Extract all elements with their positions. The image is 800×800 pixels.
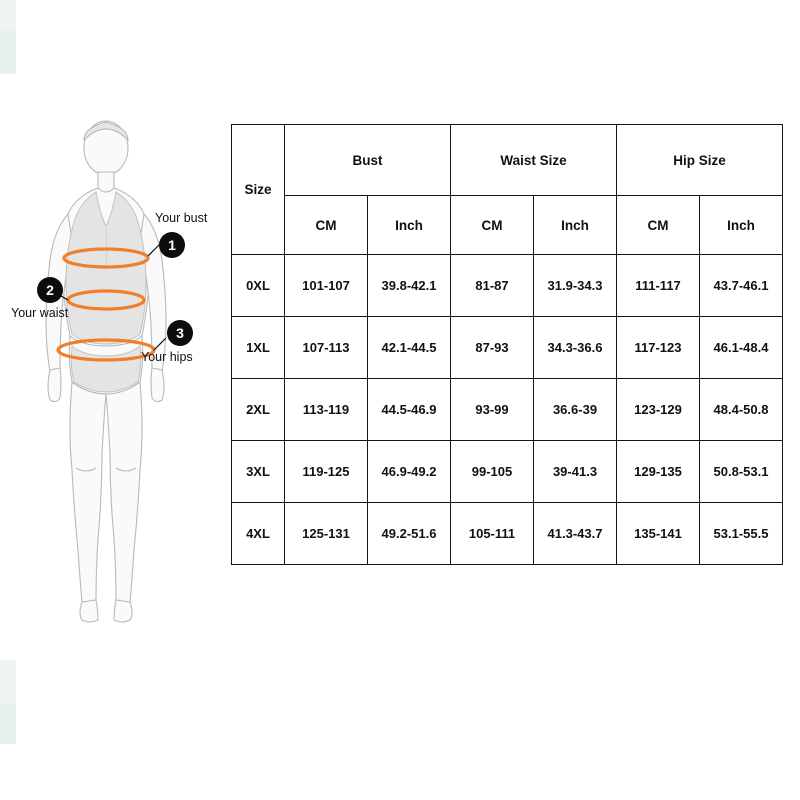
cell-waist-inch: 36.6-39 xyxy=(534,379,617,441)
callout-number-2: 2 xyxy=(37,277,63,303)
cell-waist-cm: 81-87 xyxy=(451,255,534,317)
cell-waist-cm: 93-99 xyxy=(451,379,534,441)
cell-size: 1XL xyxy=(232,317,285,379)
cell-bust-cm: 125-131 xyxy=(285,503,368,565)
callout-number-3: 3 xyxy=(167,320,193,346)
cell-bust-cm: 107-113 xyxy=(285,317,368,379)
cell-bust-inch: 44.5-46.9 xyxy=(368,379,451,441)
callout-label-bust: Your bust xyxy=(155,211,208,225)
cell-waist-inch: 34.3-36.6 xyxy=(534,317,617,379)
cell-waist-inch: 41.3-43.7 xyxy=(534,503,617,565)
header-bust-cm: CM xyxy=(285,196,368,255)
cell-waist-cm: 105-111 xyxy=(451,503,534,565)
table-header-unit-row xyxy=(232,196,783,255)
cell-bust-cm: 119-125 xyxy=(285,441,368,503)
header-hip-inch: Inch xyxy=(700,196,783,255)
cell-hip-inch: 48.4-50.8 xyxy=(700,379,783,441)
cell-waist-cm: 87-93 xyxy=(451,317,534,379)
cell-size: 0XL xyxy=(232,255,285,317)
cell-bust-inch: 39.8-42.1 xyxy=(368,255,451,317)
cell-size: 4XL xyxy=(232,503,285,565)
header-hip-cm: CM xyxy=(617,196,700,255)
cell-hip-cm: 117-123 xyxy=(617,317,700,379)
header-waist-inch: Inch xyxy=(534,196,617,255)
cell-hip-cm: 129-135 xyxy=(617,441,700,503)
table-row xyxy=(232,317,783,379)
header-group-waist: Waist Size xyxy=(451,125,617,196)
table-header-group-row xyxy=(232,125,783,196)
cell-hip-cm: 135-141 xyxy=(617,503,700,565)
cell-hip-inch: 46.1-48.4 xyxy=(700,317,783,379)
cell-bust-cm: 101-107 xyxy=(285,255,368,317)
cell-waist-inch: 31.9-34.3 xyxy=(534,255,617,317)
callout-label-waist: Your waist xyxy=(11,306,69,320)
edge-tint-strip xyxy=(0,704,16,744)
callout-number-1: 1 xyxy=(159,232,185,258)
cell-waist-inch: 39-41.3 xyxy=(534,441,617,503)
header-group-hip: Hip Size xyxy=(617,125,783,196)
edge-tint-strip xyxy=(0,30,16,74)
female-body-illustration xyxy=(10,110,230,630)
cell-bust-cm: 113-119 xyxy=(285,379,368,441)
cell-size: 2XL xyxy=(232,379,285,441)
cell-size: 3XL xyxy=(232,441,285,503)
cell-bust-inch: 49.2-51.6 xyxy=(368,503,451,565)
size-chart-table xyxy=(231,124,783,565)
cell-bust-inch: 46.9-49.2 xyxy=(368,441,451,503)
cell-hip-cm: 123-129 xyxy=(617,379,700,441)
edge-tint-strip xyxy=(0,660,16,704)
callout-label-hips: Your hips xyxy=(141,350,193,364)
cell-hip-inch: 53.1-55.5 xyxy=(700,503,783,565)
header-size: Size xyxy=(232,125,285,255)
cell-bust-inch: 42.1-44.5 xyxy=(368,317,451,379)
table-row xyxy=(232,255,783,317)
header-group-bust: Bust xyxy=(285,125,451,196)
cell-hip-inch: 43.7-46.1 xyxy=(700,255,783,317)
table-row xyxy=(232,379,783,441)
cell-waist-cm: 99-105 xyxy=(451,441,534,503)
cell-hip-inch: 50.8-53.1 xyxy=(700,441,783,503)
table-row xyxy=(232,441,783,503)
edge-tint-strip xyxy=(0,0,16,30)
table-row xyxy=(232,503,783,565)
measurement-figure xyxy=(10,110,230,630)
cell-hip-cm: 111-117 xyxy=(617,255,700,317)
header-waist-cm: CM xyxy=(451,196,534,255)
header-bust-inch: Inch xyxy=(368,196,451,255)
